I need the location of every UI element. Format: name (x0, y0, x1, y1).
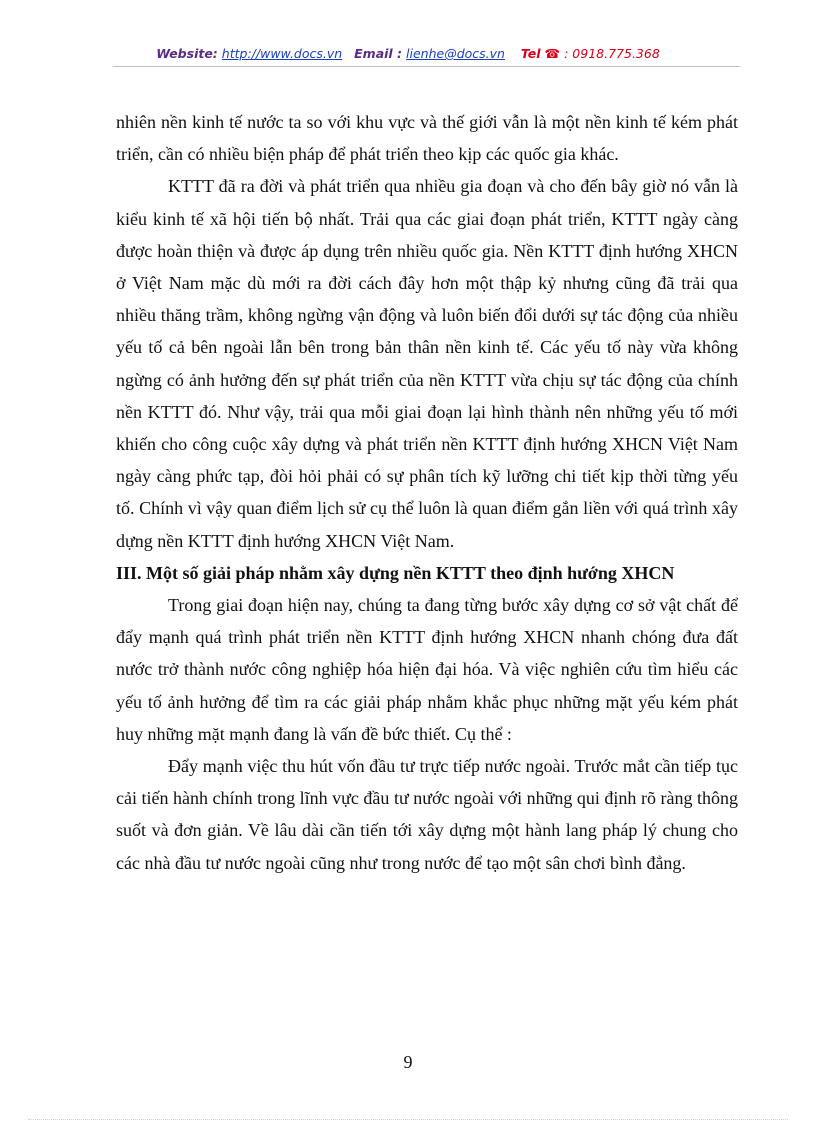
document-body (116, 106, 738, 879)
phone-icon: ☎ (544, 46, 561, 61)
website-link[interactable]: http://www.docs.vn (221, 46, 343, 61)
email-label: Email : (354, 46, 403, 61)
paragraph: Đẩy mạnh việc thu hút vốn đầu tư trực tiếp nước ngoài. Trước mắt cần tiếp tục cải tiến hành chính trong lĩnh vực đầu tư nước ngoài với những qui định rõ ràng thông suốt và đơn giản. Về lâu dài cần tiến tới xây dựng một hành lang pháp lý chung cho các nhà đầu tư nước ngoài cũng như trong nước để tạo một sân chơi bình đẳng. (116, 756, 738, 873)
section-heading: III. Một số giải pháp nhằm xây dựng nền KTTT theo định hướng XHCN (116, 562, 675, 583)
website-label: Website: (156, 46, 218, 61)
footer-divider (28, 1119, 788, 1120)
email-link[interactable]: lienhe@docs.vn (406, 46, 505, 61)
tel-label: Tel (520, 46, 541, 61)
paragraph: KTTT đã ra đời và phát triển qua nhiều gia đoạn và cho đến bây giờ nó vẫn là kiểu kinh tế xã hội tiến bộ nhất. Trải qua các giai đoạn phát triển, KTTT ngày càng được hoàn thiện và được áp dụng trên nhiều quốc gia. Nền KTTT định hướng XHCN ở Việt Nam mặc dù mới ra đời cách đây hơn một thập kỷ nhưng cũng đã trải qua nhiều thăng trầm, không ngừng vận động và luôn biến đổi dưới sự tác động của nhiều yếu tố cả bên ngoài lẫn bên trong bản thân nền kinh tế. Các yếu tố này vừa không ngừng có ảnh hưởng đến sự phát triển của nền KTTT vừa chịu sự tác động của chính nền KTTT đó. Như vậy, trải qua mỗi giai đoạn lại hình thành nên những yếu tố mới khiến cho công cuộc xây dựng và phát triển nền KTTT định hướng XHCN Việt Nam ngày càng phức tạp, đòi hỏi phải có sự phân tích kỹ lưỡng chi tiết kịp thời từng yếu tố. Chính vì vậy quan điểm lịch sử cụ thể luôn là quan điểm gắn liền với quá trình xây dựng nền KTTT định hướng XHCN Việt Nam. (116, 176, 738, 551)
paragraph: Trong giai đoạn hiện nay, chúng ta đang từng bước xây dựng cơ sở vật chất để đẩy mạnh quá trình phát triển nền KTTT định hướng XHCN nhanh chóng đưa đất nước trở thành nước công nghiệp hóa hiện đại hóa. Và việc nghiên cứu tìm hiểu các yếu tố ảnh hưởng để tìm ra các giải pháp nhằm khắc phục những mặt yếu kém phát huy những mặt mạnh đang là vấn đề bức thiết. Cụ thể : (116, 595, 738, 744)
paragraph-continuation: nhiên nền kinh tế nước ta so với khu vực và thế giới vẫn là một nền kinh tế kém phát triển, cần có nhiều biện pháp để phát triển theo kịp các quốc gia khác. (116, 112, 738, 165)
tel-number: : 0918.775.368 (564, 46, 660, 61)
page-header (0, 46, 816, 61)
header-divider (113, 66, 740, 67)
page-number: 9 (403, 1052, 413, 1072)
